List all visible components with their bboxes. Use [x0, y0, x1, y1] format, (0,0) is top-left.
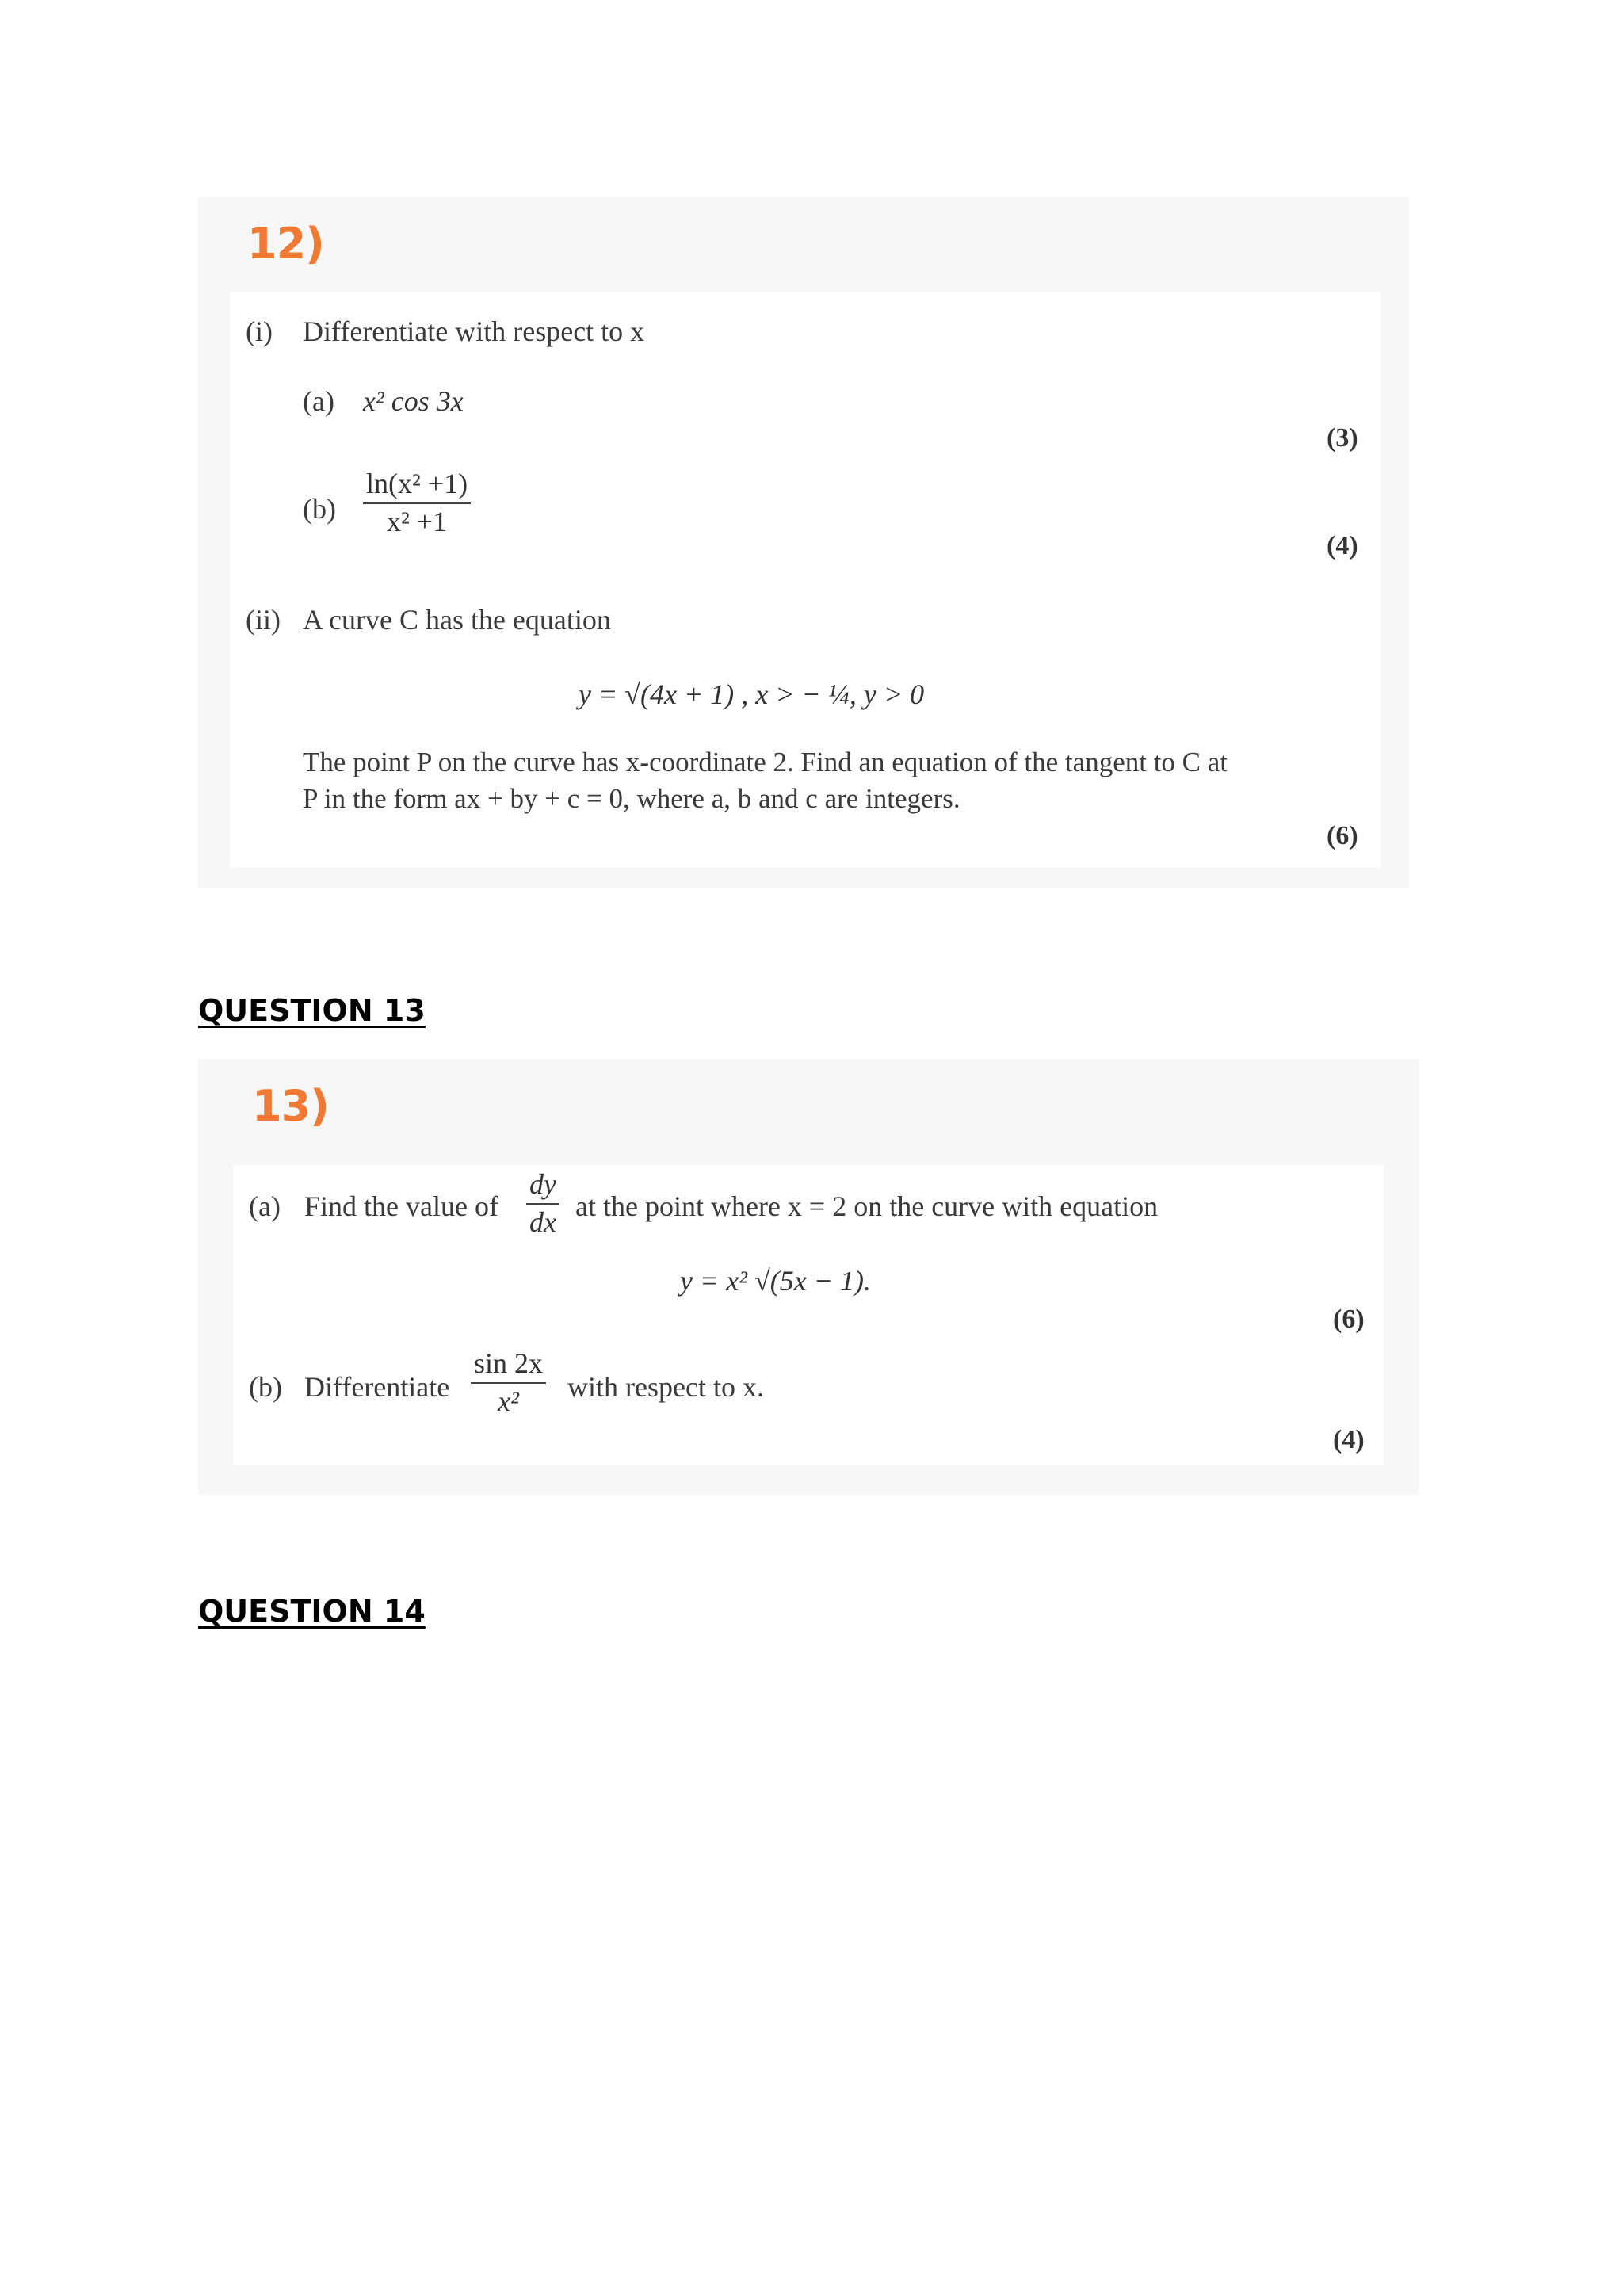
part-b-fraction: [471, 1349, 546, 1417]
fraction-denominator: dx: [529, 1205, 556, 1238]
part-b-label: (b): [249, 1371, 282, 1403]
curve-equation: y = √(4x + 1) , x > − ¼, y > 0: [579, 678, 925, 710]
question-12-panel: [198, 197, 1409, 888]
derivative-fraction: [526, 1170, 559, 1238]
part-b-marks: (4): [1333, 1425, 1365, 1454]
fraction-numerator: dy: [529, 1168, 556, 1200]
tangent-instruction-line-1: The point P on the curve has x-coordinate 2. Find an equation of the tangent to C at: [303, 747, 1228, 777]
fraction-bar: [526, 1203, 559, 1205]
part-ii-label: (ii): [246, 604, 281, 636]
part-a-text-before: Find the value of: [304, 1190, 498, 1222]
part-i-text: Differentiate with respect to x: [303, 315, 645, 347]
question-13-heading: QUESTION 13: [198, 993, 426, 1028]
curve-equation: y = x² √(5x − 1).: [680, 1265, 872, 1297]
part-a-label: (a): [249, 1190, 281, 1222]
part-a-text-after: at the point where x = 2 on the curve with equation: [575, 1190, 1159, 1222]
question-13-panel: [198, 1059, 1419, 1495]
part-b-fraction: [363, 469, 471, 537]
part-a-expression: x² cos 3x: [363, 385, 464, 417]
part-b-label: (b): [303, 493, 336, 525]
fraction-numerator: ln(x² +1): [366, 468, 468, 499]
fraction-numerator: sin 2x: [474, 1347, 544, 1379]
question-sheet: [233, 1165, 1384, 1465]
part-ii-marks: (6): [1327, 821, 1358, 850]
part-a-marks: (3): [1327, 423, 1358, 453]
part-b-text-before: Differentiate: [304, 1371, 450, 1403]
fraction-bar: [363, 502, 471, 504]
question-sheet: [230, 292, 1381, 867]
part-ii-text: A curve C has the equation: [303, 604, 611, 636]
question-14-heading: QUESTION 14: [198, 1594, 426, 1629]
fraction-denominator: x²: [498, 1385, 519, 1417]
tangent-instruction-line-2: P in the form ax + by + c = 0, where a, b and c are integers.: [303, 783, 960, 814]
part-a-marks: (6): [1333, 1305, 1365, 1334]
question-number: 12): [247, 219, 324, 269]
part-b-marks: (4): [1327, 531, 1358, 560]
part-a-label: (a): [303, 385, 334, 417]
question-number: 13): [252, 1081, 329, 1131]
fraction-denominator: x² +1: [386, 505, 448, 537]
fraction-bar: [471, 1382, 546, 1384]
part-b-text-after: with respect to x.: [567, 1371, 764, 1403]
part-i-label: (i): [246, 315, 273, 347]
